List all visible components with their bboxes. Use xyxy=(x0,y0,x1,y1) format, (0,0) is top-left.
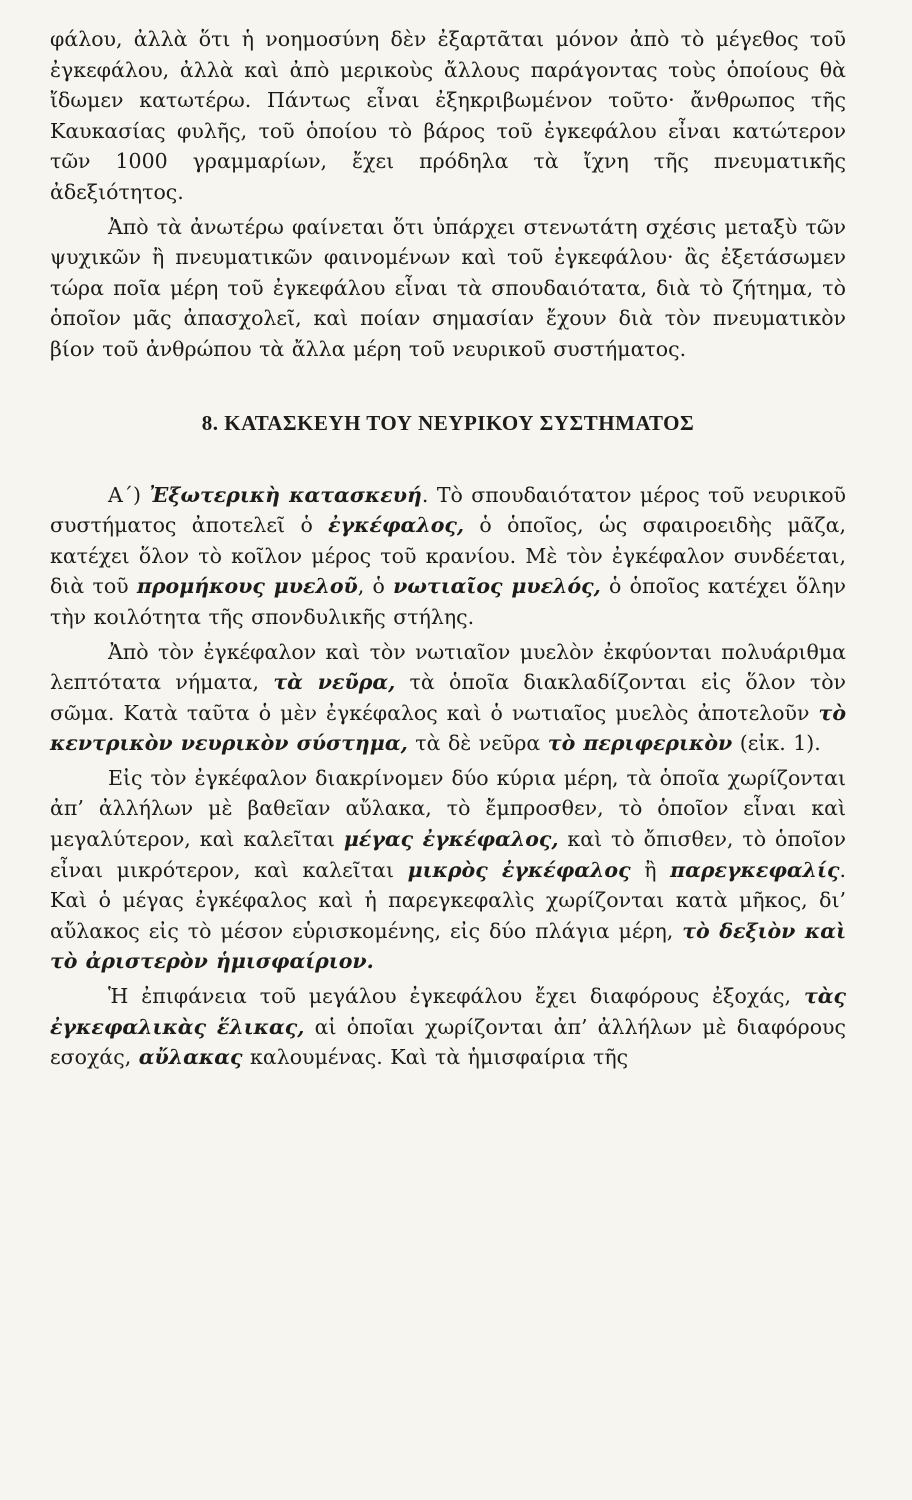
text-run: τὰ δὲ νεῦρα xyxy=(407,731,548,756)
text-run: . Καὶ ὁ μέγας ἐγκέφαλος καὶ ἡ παρεγκεφαλὶς χωρίζονται κατὰ μῆκος, δι’ αὔλακος εἰς τὸ μέσον εὑρισκομένης, εἰς δύο πλάγια μέρη, xyxy=(50,857,846,943)
text-run: Ἀπὸ τὸν ἐγκέφαλον καὶ τὸν νωτιαῖον μυελὸν ἐκφύονται πολυάριθμα λεπτότατα νήματα, xyxy=(50,639,846,695)
bold-term: τὸ περιφερικὸν xyxy=(547,731,733,756)
paragraph xyxy=(50,212,846,365)
bold-term: τὰ νεῦρα, xyxy=(273,670,396,695)
text-run: ὁ ὁποῖος κατέχει ὅλην τὴν κοιλότητα τῆς σπονδυλικῆς στήλης. xyxy=(50,574,846,629)
bold-term: τὸ δεξιὸν καὶ τὸ ἀριστερὸν ἡμισφαίριον. xyxy=(50,918,846,974)
paragraph xyxy=(50,763,846,977)
text-run: Ἡ ἐπιφάνεια τοῦ μεγάλου ἐγκεφάλου ἔχει διαφόρους ἐξοχάς, xyxy=(108,984,804,1009)
bold-term: μέγας ἐγκέφαλος, xyxy=(343,827,559,852)
text-run: , ὁ xyxy=(357,574,394,599)
text-run: φάλου, ἀλλὰ ὅτι ἡ νοημοσύνη δὲν ἐξαρτᾶται μόνον ἀπὸ τὸ μέγεθος τοῦ ἐγκεφάλου, ἀλλὰ καὶ ἀπὸ μερικοὺς ἄλλους παράγοντας τοὺς ὁποίους θὰ ἴδωμεν κατωτέρω. Πάντως εἶναι ἐξηκριβωμένον τοῦτο· ἄνθρωπος τῆς Καυκασίας φυλῆς, τοῦ ὁποίου τὸ βάρος τοῦ ἐγκεφάλου εἶναι κατώτερον τῶν 1000 γραμμαρίων, ἔχει πρόδηλα τὰ ἴχνη τῆς πνευματικῆς ἀδεξιότητος. xyxy=(50,27,846,204)
text-run: ἢ xyxy=(630,857,671,882)
text-run: Ἀπὸ τὰ ἀνωτέρω φαίνεται ὅτι ὑπάρχει στενωτάτη σχέσις μεταξὺ τῶν ψυχικῶν ἢ πνευματικῶν φαινομένων καὶ τοῦ ἐγκεφάλου· ἂς ἐξετάσωμεν τώρα ποῖα μέρη τοῦ ἐγκεφάλου εἶναι τὰ σπουδαιότατα, διὰ τὸ ζήτημα, τὸ ὁποῖον μᾶς ἀπασχολεῖ, καὶ ποίαν σημασίαν ἔχουν διὰ τὸν πνευματικὸν βίον τοῦ ἀνθρώπου τὰ ἄλλα μέρη τοῦ νευρικοῦ συστήματος. xyxy=(50,214,846,361)
body-text-bottom xyxy=(50,480,846,1073)
bold-term: νωτιαῖος μυελός, xyxy=(393,574,601,599)
text-run: καλουμένας. Καὶ τὰ ἡμισφαίρια τῆς xyxy=(242,1045,629,1070)
body-text-top xyxy=(50,24,846,365)
text-run: Α΄) xyxy=(108,482,150,507)
bold-term: ἐγκέφαλος, xyxy=(328,513,464,538)
text-run: (εἰκ. 1). xyxy=(732,731,821,756)
text-run: Εἰς τὸν ἐγκέφαλον διακρίνομεν δύο κύρια μέρη, τὰ ὁποῖα χωρίζονται ἀπ’ ἀλλήλων μὲ βαθεῖαν αὔλακα, τὸ ἔμπροσθεν, τὸ ὁποῖον εἶναι καὶ μεγαλύτερον, καὶ καλεῖται xyxy=(50,765,846,852)
paragraph xyxy=(50,24,846,208)
text-run: τὰ ὁποῖα διακλαδίζονται εἰς ὅλον τὸν σῶμα. Κατὰ ταῦτα ὁ μὲν ἐγκέφαλος καὶ ὁ νωτιαῖος μυελὸς ἀποτελοῦν xyxy=(50,670,846,725)
bold-term: μικρὸς ἐγκέφαλος xyxy=(407,857,631,882)
section-heading: 8. ΚΑΤΑΣΚΕΥΗ ΤΟΥ ΝΕΥΡΙΚΟΥ ΣΥΣΤΗΜΑΤΟΣ xyxy=(201,410,695,435)
paragraph xyxy=(50,981,846,1073)
text-run: . Τὸ σπουδαιότατον μέρος τοῦ νευρικοῦ συστήματος ἀποτελεῖ ὁ xyxy=(50,482,846,538)
paragraph xyxy=(50,637,846,759)
text-run: καὶ τὸ ὄπισθεν, τὸ ὁποῖον εἶναι μικρότερον, καὶ καλεῖται xyxy=(50,827,846,882)
bold-term: αὔλακας xyxy=(138,1045,243,1070)
bold-term: τὸ κεντρικὸν νευρικὸν σύστημα, xyxy=(50,700,846,756)
bold-term: προμήκους μυελοῦ xyxy=(136,574,358,599)
text-run: ὁ ὁποῖος, ὡς σφαιροειδὴς μᾶζα, κατέχει ὅλον τὸ κοῖλον μέρος τοῦ κρανίου. Μὲ τὸν ἐγκέφαλον συνδέεται, διὰ τοῦ xyxy=(50,513,846,599)
bold-term: τὰς ἐγκεφαλικὰς ἕλικας, xyxy=(50,984,846,1039)
text-run: αἱ ὁποῖαι χωρίζονται ἀπ’ ἀλλήλων μὲ διαφόρους εσοχάς, xyxy=(50,1014,846,1070)
bold-term: Ἐξωτερικὴ κατασκευή xyxy=(149,482,422,507)
bold-term: παρεγκεφαλίς xyxy=(670,857,840,882)
paragraph xyxy=(50,480,846,633)
